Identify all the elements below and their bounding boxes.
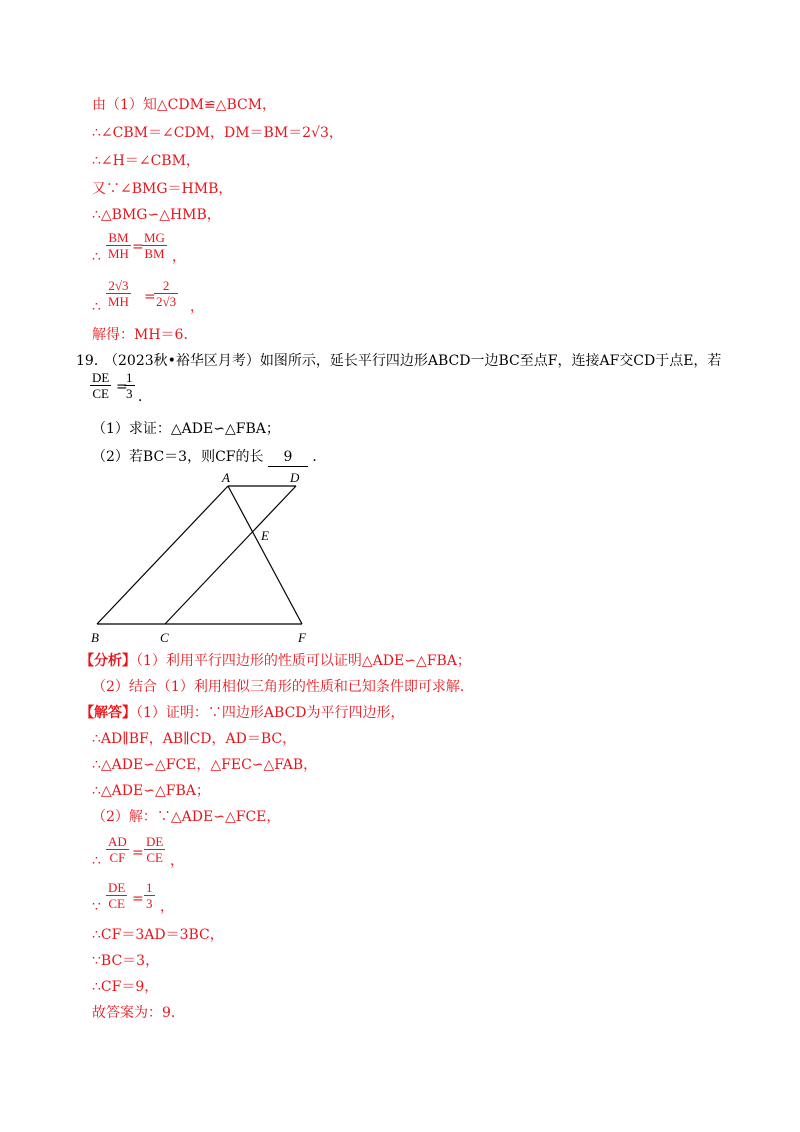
analysis-line-1: 【分析】（1）利用平行四边形的性质可以证明△ADE∽△FBA； — [80, 653, 471, 669]
final-answer: 故答案为：9． — [92, 1005, 185, 1021]
answer-line-8: ∴CF＝9， — [92, 979, 159, 995]
fraction-1-3-2: $\frac{1}{3}$ — [146, 880, 153, 911]
therefore-symbol: ∴ — [92, 249, 101, 265]
label-e: E — [261, 528, 269, 543]
proof-line-5: ∴△BMG∽△HMB， — [92, 207, 221, 223]
fraction-equation-3: ∴ $\frac{AD}{CF}$ = $\frac{DE}{CE}$ ， — [92, 834, 184, 869]
answer-line-2: ∴AD∥BF，AB∥CD，AD＝BC， — [92, 731, 297, 747]
proof-line-2: ∴∠CBM＝∠CDM，DM＝BM＝2√3， — [92, 125, 343, 141]
fraction-de-ce-2: $\frac{DE}{CE}$ — [146, 834, 164, 865]
question-text: （2023秋•裕华区月考）如图所示，延长平行四边形ABCD一边BC至点F，连接AF交CD于点E，若 — [104, 353, 722, 369]
segment-af — [228, 486, 302, 624]
proof-result: 解得：MH＝6． — [92, 327, 198, 343]
answer-line-4: ∴△ADE∽△FBA； — [92, 783, 210, 799]
answer-line-3: ∴△ADE∽△FCE，△FEC∽△FAB， — [92, 757, 318, 773]
fraction-mg-bm: $\frac{MG}{BM}$ — [144, 230, 165, 261]
fraction-equation-2: ∴ $\frac{2√3}{MH}$ = $\frac{2}{2√3}$ ， — [92, 278, 204, 315]
fraction-2-2root3: $\frac{2}{2√3}$ — [156, 278, 177, 309]
sub-question-1: （1）求证：△ADE∽△FBA； — [92, 421, 280, 437]
answer-tag: 【解答】 — [80, 705, 136, 721]
label-a: A — [222, 470, 230, 485]
label-c: C — [160, 630, 169, 645]
answer-blank: 9 — [268, 448, 308, 467]
given-ratio: $\frac{DE}{CE}$ = $\frac{1}{3}$ ． — [92, 370, 152, 405]
proof-line-3: ∴∠H＝∠CBM， — [92, 153, 200, 169]
label-f: F — [298, 630, 306, 645]
fraction-ad-cf: $\frac{AD}{CF}$ — [108, 834, 127, 865]
label-b: B — [91, 630, 99, 645]
answer-line-5: （2）解：∵△ADE∽△FCE， — [92, 809, 281, 825]
sub-question-2: （2）若BC＝3，则CF的长 9 ． — [92, 449, 327, 465]
segment-dc — [165, 486, 296, 624]
fraction-de-ce-3: $\frac{DE}{CE}$ — [108, 880, 126, 911]
equals-sign: = — [132, 239, 144, 255]
fraction-de-ce: $\frac{DE}{CE}$ — [92, 370, 110, 401]
fraction-bm-mh: $\frac{BM}{MH}$ — [108, 230, 129, 261]
answer-line-7: ∵BC＝3， — [92, 953, 160, 969]
segment-ab — [97, 486, 228, 624]
fraction-2root3-mh: $\frac{2√3}{MH}$ — [108, 278, 129, 309]
analysis-tag: 【分析】 — [80, 653, 136, 669]
proof-line-1: 由（1）知△CDM≌△BCM， — [92, 97, 277, 113]
answer-line-1: 【解答】（1）证明：∵四边形ABCD为平行四边形， — [80, 705, 405, 721]
proof-line-4: 又∵∠BMG＝HMB， — [92, 181, 233, 197]
question-number: 19． — [76, 353, 108, 369]
fraction-1-3: $\frac{1}{3}$ — [126, 370, 133, 401]
answer-line-6: ∴CF＝3AD＝3BC， — [92, 927, 224, 943]
fraction-equation-1: ∴ $\frac{BM}{MH}$ = $\frac{MG}{BM}$ ， — [92, 230, 186, 265]
analysis-line-2: （2）结合（1）利用相似三角形的性质和已知条件即可求解． — [92, 679, 474, 695]
therefore-symbol: ∴ — [92, 299, 101, 315]
parallelogram-figure — [80, 468, 330, 650]
label-d: D — [290, 470, 300, 485]
fraction-equation-4: ∵ $\frac{DE}{CE}$ = $\frac{1}{3}$ ， — [92, 880, 174, 915]
equals-sign: = — [144, 289, 156, 305]
